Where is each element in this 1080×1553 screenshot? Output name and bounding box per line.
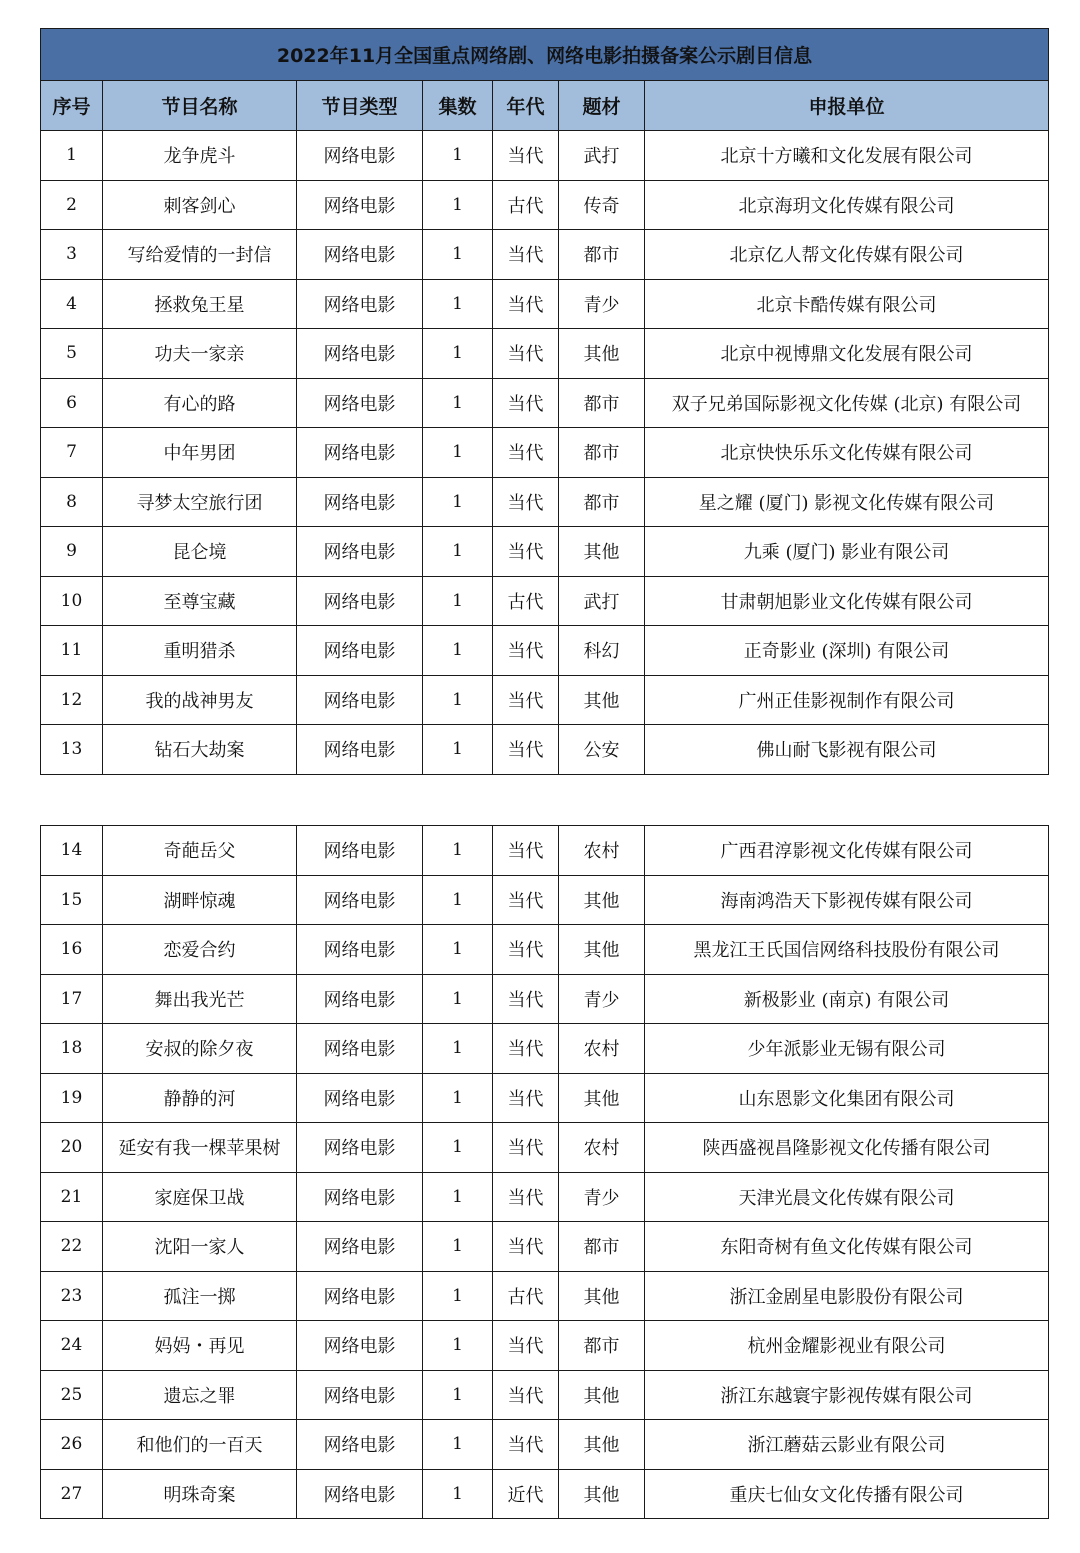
cell-type: 网络电影 — [297, 279, 423, 329]
cell-genre: 都市 — [559, 477, 645, 527]
cell-genre: 其他 — [559, 1469, 645, 1519]
cell-era: 当代 — [493, 131, 559, 181]
cell-no: 25 — [41, 1370, 103, 1420]
cell-genre: 其他 — [559, 1420, 645, 1470]
cell-genre: 武打 — [559, 131, 645, 181]
table-row — [41, 180, 1049, 230]
cell-name: 遗忘之罪 — [103, 1370, 297, 1420]
cell-type: 网络电影 — [297, 230, 423, 280]
cell-genre: 其他 — [559, 1271, 645, 1321]
cell-genre: 公安 — [559, 725, 645, 775]
cell-episodes: 1 — [423, 675, 493, 725]
table-row — [41, 131, 1049, 181]
cell-no: 8 — [41, 477, 103, 527]
cell-era: 当代 — [493, 875, 559, 925]
cell-company: 广州正佳影视制作有限公司 — [645, 675, 1049, 725]
cell-company: 正奇影业 (深圳) 有限公司 — [645, 626, 1049, 676]
cell-era: 当代 — [493, 925, 559, 975]
cell-era: 当代 — [493, 725, 559, 775]
cell-no: 2 — [41, 180, 103, 230]
cell-type: 网络电影 — [297, 1123, 423, 1173]
cell-era: 当代 — [493, 826, 559, 876]
cell-genre: 都市 — [559, 1222, 645, 1272]
cell-company: 浙江蘑菇云影业有限公司 — [645, 1420, 1049, 1470]
cell-no: 18 — [41, 1024, 103, 1074]
cell-name: 和他们的一百天 — [103, 1420, 297, 1470]
cell-episodes: 1 — [423, 1469, 493, 1519]
cell-company: 陕西盛视昌隆影视文化传播有限公司 — [645, 1123, 1049, 1173]
cell-type: 网络电影 — [297, 527, 423, 577]
cell-no: 4 — [41, 279, 103, 329]
cell-company: 佛山耐飞影视有限公司 — [645, 725, 1049, 775]
cell-episodes: 1 — [423, 725, 493, 775]
cell-no: 10 — [41, 576, 103, 626]
cell-type: 网络电影 — [297, 378, 423, 428]
cell-type: 网络电影 — [297, 675, 423, 725]
cell-episodes: 1 — [423, 576, 493, 626]
filing-table-part-1 — [40, 28, 1049, 775]
cell-episodes: 1 — [423, 826, 493, 876]
table-row — [41, 675, 1049, 725]
cell-no: 24 — [41, 1321, 103, 1371]
cell-name: 安叔的除夕夜 — [103, 1024, 297, 1074]
table-row — [41, 1271, 1049, 1321]
cell-episodes: 1 — [423, 477, 493, 527]
cell-genre: 青少 — [559, 1172, 645, 1222]
cell-era: 当代 — [493, 329, 559, 379]
table-row — [41, 230, 1049, 280]
cell-company: 重庆七仙女文化传播有限公司 — [645, 1469, 1049, 1519]
cell-company: 浙江东越寰宇影视传媒有限公司 — [645, 1370, 1049, 1420]
table-title: 2022年11月全国重点网络剧、网络电影拍摄备案公示剧目信息 — [41, 29, 1049, 81]
column-header-no: 序号 — [41, 81, 103, 131]
cell-company: 海南鸿浩天下影视传媒有限公司 — [645, 875, 1049, 925]
cell-era: 当代 — [493, 1420, 559, 1470]
cell-no: 15 — [41, 875, 103, 925]
cell-name: 功夫一家亲 — [103, 329, 297, 379]
cell-episodes: 1 — [423, 1024, 493, 1074]
cell-type: 网络电影 — [297, 1420, 423, 1470]
cell-episodes: 1 — [423, 1321, 493, 1371]
cell-episodes: 1 — [423, 180, 493, 230]
cell-name: 拯救兔王星 — [103, 279, 297, 329]
cell-era: 当代 — [493, 1123, 559, 1173]
cell-episodes: 1 — [423, 329, 493, 379]
cell-episodes: 1 — [423, 279, 493, 329]
cell-name: 延安有我一棵苹果树 — [103, 1123, 297, 1173]
cell-type: 网络电影 — [297, 1073, 423, 1123]
cell-era: 当代 — [493, 974, 559, 1024]
cell-name: 湖畔惊魂 — [103, 875, 297, 925]
table-row — [41, 826, 1049, 876]
cell-company: 天津光晨文化传媒有限公司 — [645, 1172, 1049, 1222]
cell-episodes: 1 — [423, 1370, 493, 1420]
cell-no: 7 — [41, 428, 103, 478]
cell-no: 1 — [41, 131, 103, 181]
cell-company: 杭州金耀影视业有限公司 — [645, 1321, 1049, 1371]
cell-no: 13 — [41, 725, 103, 775]
cell-name: 中年男团 — [103, 428, 297, 478]
table-row — [41, 1321, 1049, 1371]
cell-name: 有心的路 — [103, 378, 297, 428]
cell-genre: 其他 — [559, 875, 645, 925]
table-row — [41, 725, 1049, 775]
cell-episodes: 1 — [423, 1073, 493, 1123]
cell-name: 静静的河 — [103, 1073, 297, 1123]
table-row — [41, 925, 1049, 975]
cell-genre: 其他 — [559, 1073, 645, 1123]
cell-genre: 农村 — [559, 1123, 645, 1173]
cell-company: 山东恩影文化集团有限公司 — [645, 1073, 1049, 1123]
table-row — [41, 378, 1049, 428]
table-row — [41, 477, 1049, 527]
cell-episodes: 1 — [423, 230, 493, 280]
filing-table-part-2 — [40, 825, 1049, 1519]
cell-company: 广西君淳影视文化传媒有限公司 — [645, 826, 1049, 876]
table-row — [41, 626, 1049, 676]
cell-company: 少年派影业无锡有限公司 — [645, 1024, 1049, 1074]
cell-type: 网络电影 — [297, 1370, 423, 1420]
cell-type: 网络电影 — [297, 477, 423, 527]
cell-episodes: 1 — [423, 875, 493, 925]
table-row — [41, 527, 1049, 577]
cell-type: 网络电影 — [297, 826, 423, 876]
cell-type: 网络电影 — [297, 974, 423, 1024]
table-row — [41, 1073, 1049, 1123]
cell-genre: 其他 — [559, 1370, 645, 1420]
cell-genre: 青少 — [559, 974, 645, 1024]
cell-episodes: 1 — [423, 1420, 493, 1470]
cell-no: 27 — [41, 1469, 103, 1519]
cell-company: 双子兄弟国际影视文化传媒 (北京) 有限公司 — [645, 378, 1049, 428]
cell-type: 网络电影 — [297, 875, 423, 925]
cell-episodes: 1 — [423, 428, 493, 478]
cell-genre: 都市 — [559, 428, 645, 478]
cell-no: 26 — [41, 1420, 103, 1470]
cell-era: 当代 — [493, 675, 559, 725]
table-row — [41, 974, 1049, 1024]
cell-no: 5 — [41, 329, 103, 379]
cell-genre: 传奇 — [559, 180, 645, 230]
cell-era: 当代 — [493, 1172, 559, 1222]
cell-episodes: 1 — [423, 1222, 493, 1272]
cell-no: 12 — [41, 675, 103, 725]
cell-era: 古代 — [493, 576, 559, 626]
cell-name: 龙争虎斗 — [103, 131, 297, 181]
table-row — [41, 1370, 1049, 1420]
cell-genre: 都市 — [559, 230, 645, 280]
cell-episodes: 1 — [423, 974, 493, 1024]
cell-episodes: 1 — [423, 131, 493, 181]
cell-company: 甘肃朝旭影业文化传媒有限公司 — [645, 576, 1049, 626]
column-header-type: 节目类型 — [297, 81, 423, 131]
cell-type: 网络电影 — [297, 1172, 423, 1222]
cell-name: 孤注一掷 — [103, 1271, 297, 1321]
cell-era: 当代 — [493, 477, 559, 527]
table-row — [41, 1222, 1049, 1272]
cell-era: 当代 — [493, 1024, 559, 1074]
cell-genre: 其他 — [559, 675, 645, 725]
cell-episodes: 1 — [423, 1271, 493, 1321]
table-row — [41, 1172, 1049, 1222]
cell-era: 当代 — [493, 1370, 559, 1420]
cell-type: 网络电影 — [297, 1024, 423, 1074]
cell-name: 家庭保卫战 — [103, 1172, 297, 1222]
cell-no: 17 — [41, 974, 103, 1024]
cell-no: 14 — [41, 826, 103, 876]
cell-no: 23 — [41, 1271, 103, 1321]
cell-type: 网络电影 — [297, 329, 423, 379]
cell-genre: 都市 — [559, 378, 645, 428]
cell-type: 网络电影 — [297, 180, 423, 230]
cell-no: 20 — [41, 1123, 103, 1173]
column-header-company: 申报单位 — [645, 81, 1049, 131]
cell-type: 网络电影 — [297, 1271, 423, 1321]
cell-era: 当代 — [493, 1222, 559, 1272]
cell-company: 北京卡酷传媒有限公司 — [645, 279, 1049, 329]
cell-name: 寻梦太空旅行团 — [103, 477, 297, 527]
cell-company: 北京亿人帮文化传媒有限公司 — [645, 230, 1049, 280]
cell-name: 妈妈・再见 — [103, 1321, 297, 1371]
cell-era: 当代 — [493, 626, 559, 676]
cell-type: 网络电影 — [297, 725, 423, 775]
cell-era: 古代 — [493, 180, 559, 230]
cell-genre: 武打 — [559, 576, 645, 626]
cell-type: 网络电影 — [297, 428, 423, 478]
cell-company: 九乘 (厦门) 影业有限公司 — [645, 527, 1049, 577]
cell-era: 当代 — [493, 1073, 559, 1123]
column-header-name: 节目名称 — [103, 81, 297, 131]
cell-genre: 科幻 — [559, 626, 645, 676]
column-header-genre: 题材 — [559, 81, 645, 131]
cell-era: 当代 — [493, 428, 559, 478]
cell-era: 当代 — [493, 1321, 559, 1371]
cell-name: 奇葩岳父 — [103, 826, 297, 876]
cell-episodes: 1 — [423, 1123, 493, 1173]
cell-no: 6 — [41, 378, 103, 428]
cell-type: 网络电影 — [297, 576, 423, 626]
cell-name: 我的战神男友 — [103, 675, 297, 725]
cell-type: 网络电影 — [297, 1222, 423, 1272]
cell-type: 网络电影 — [297, 626, 423, 676]
cell-era: 当代 — [493, 230, 559, 280]
table-row — [41, 329, 1049, 379]
cell-name: 昆仑境 — [103, 527, 297, 577]
cell-name: 重明猎杀 — [103, 626, 297, 676]
table-row — [41, 1420, 1049, 1470]
cell-no: 19 — [41, 1073, 103, 1123]
table-row — [41, 875, 1049, 925]
table-row — [41, 1123, 1049, 1173]
table-row — [41, 1469, 1049, 1519]
cell-era: 古代 — [493, 1271, 559, 1321]
cell-name: 写给爱情的一封信 — [103, 230, 297, 280]
cell-genre: 青少 — [559, 279, 645, 329]
cell-company: 北京海玥文化传媒有限公司 — [645, 180, 1049, 230]
cell-name: 刺客剑心 — [103, 180, 297, 230]
cell-name: 至尊宝藏 — [103, 576, 297, 626]
cell-type: 网络电影 — [297, 1469, 423, 1519]
cell-genre: 其他 — [559, 527, 645, 577]
cell-no: 11 — [41, 626, 103, 676]
table-row — [41, 279, 1049, 329]
column-header-era: 年代 — [493, 81, 559, 131]
cell-company: 新极影业 (南京) 有限公司 — [645, 974, 1049, 1024]
cell-name: 沈阳一家人 — [103, 1222, 297, 1272]
cell-era: 当代 — [493, 279, 559, 329]
cell-no: 22 — [41, 1222, 103, 1272]
cell-type: 网络电影 — [297, 925, 423, 975]
table-row — [41, 428, 1049, 478]
cell-era: 当代 — [493, 527, 559, 577]
cell-episodes: 1 — [423, 1172, 493, 1222]
cell-era: 当代 — [493, 378, 559, 428]
cell-no: 9 — [41, 527, 103, 577]
cell-era: 近代 — [493, 1469, 559, 1519]
cell-no: 16 — [41, 925, 103, 975]
cell-episodes: 1 — [423, 626, 493, 676]
column-header-episodes: 集数 — [423, 81, 493, 131]
cell-name: 舞出我光芒 — [103, 974, 297, 1024]
cell-no: 3 — [41, 230, 103, 280]
cell-no: 21 — [41, 1172, 103, 1222]
table-row — [41, 576, 1049, 626]
cell-company: 北京快快乐乐文化传媒有限公司 — [645, 428, 1049, 478]
cell-genre: 其他 — [559, 329, 645, 379]
cell-name: 钻石大劫案 — [103, 725, 297, 775]
cell-type: 网络电影 — [297, 131, 423, 181]
cell-genre: 农村 — [559, 826, 645, 876]
cell-company: 星之耀 (厦门) 影视文化传媒有限公司 — [645, 477, 1049, 527]
table-row — [41, 1024, 1049, 1074]
cell-type: 网络电影 — [297, 1321, 423, 1371]
cell-company: 东阳奇树有鱼文化传媒有限公司 — [645, 1222, 1049, 1272]
cell-episodes: 1 — [423, 378, 493, 428]
cell-company: 北京十方曦和文化发展有限公司 — [645, 131, 1049, 181]
cell-episodes: 1 — [423, 925, 493, 975]
cell-episodes: 1 — [423, 527, 493, 577]
cell-name: 恋爱合约 — [103, 925, 297, 975]
cell-genre: 都市 — [559, 1321, 645, 1371]
cell-company: 北京中视博鼎文化发展有限公司 — [645, 329, 1049, 379]
cell-genre: 农村 — [559, 1024, 645, 1074]
cell-company: 黑龙江王氏国信网络科技股份有限公司 — [645, 925, 1049, 975]
cell-genre: 其他 — [559, 925, 645, 975]
cell-name: 明珠奇案 — [103, 1469, 297, 1519]
cell-company: 浙江金剧星电影股份有限公司 — [645, 1271, 1049, 1321]
